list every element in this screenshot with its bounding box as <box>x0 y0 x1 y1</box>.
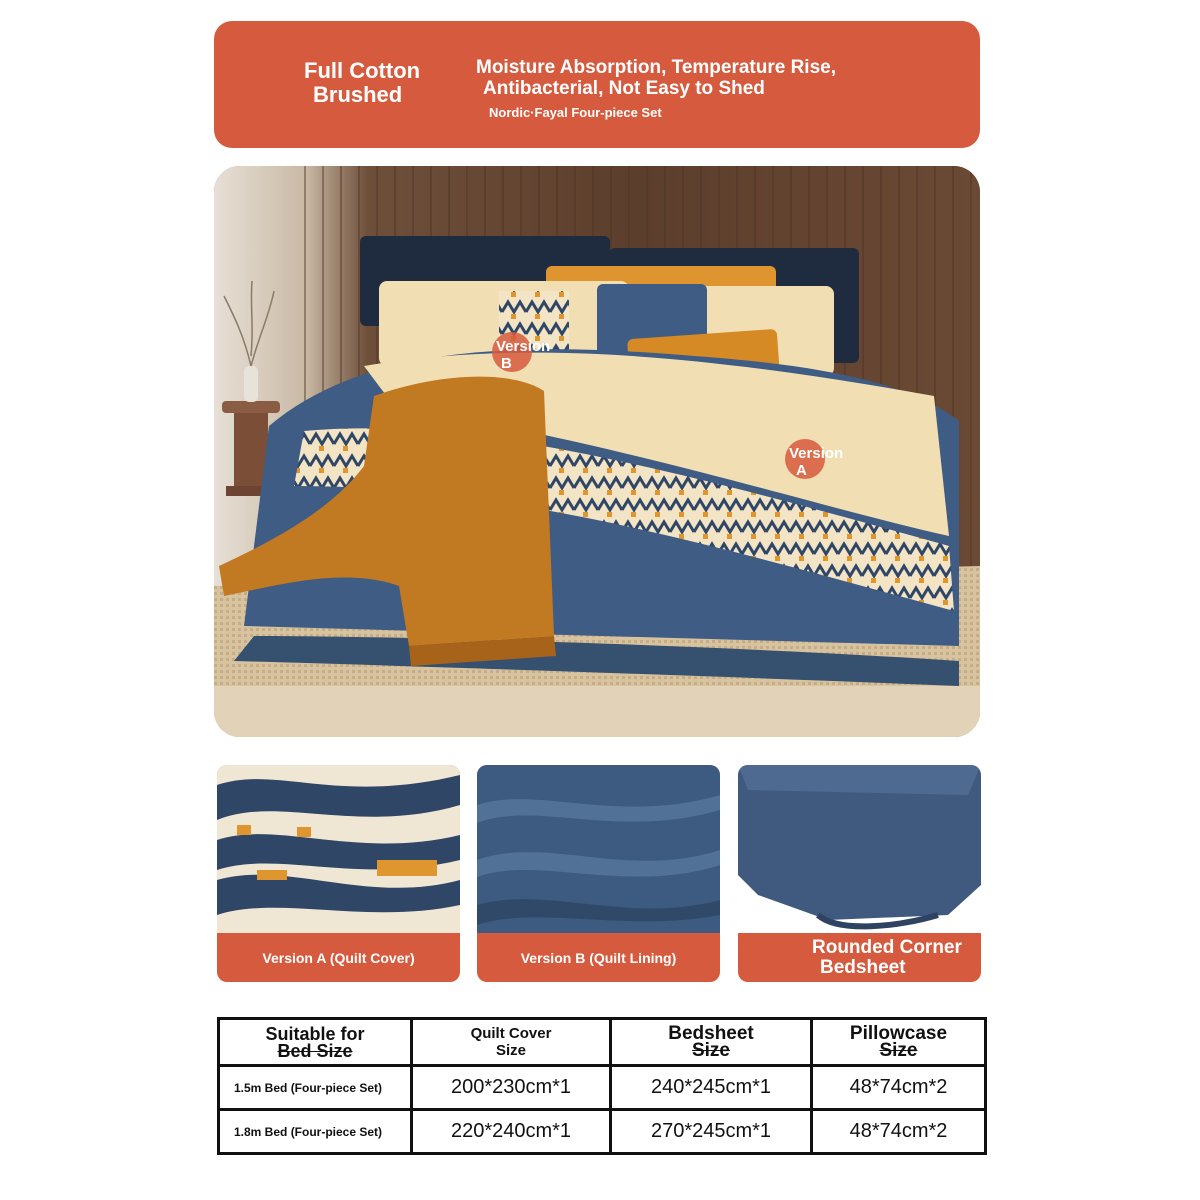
tag-a-line1: Version <box>789 445 844 462</box>
card-bedsheet-label-line2: Bedsheet <box>820 956 906 978</box>
header-bedsheet-size <box>611 1019 812 1066</box>
row1-quilt: 200*230cm*1 <box>412 1066 611 1110</box>
banner-title-line1: Full Cotton <box>304 58 421 83</box>
bedsheet-closeup <box>738 765 981 933</box>
header-pillowcase-size <box>812 1019 986 1066</box>
header-bed-size-line2: Bed Size <box>277 1041 353 1061</box>
header-pillowcase-size-line1: Pillowcase <box>849 1023 948 1044</box>
banner-features-line2: Antibacterial, Not Easy to Shed <box>483 78 765 99</box>
hero-bed-image <box>214 166 980 737</box>
row1-sheet: 240*245cm*1 <box>611 1066 812 1110</box>
bedroom-illustration <box>214 166 980 737</box>
quilt-lining-closeup <box>477 765 720 933</box>
tag-a-line2: A <box>796 462 807 479</box>
header-bed-size <box>219 1019 412 1066</box>
card-version-a <box>217 765 460 982</box>
header-bedsheet-size-line1: Bedsheet <box>668 1023 754 1044</box>
card-version-a-label: Version A (Quilt Cover) <box>262 949 415 966</box>
card-bedsheet-label-line1: Rounded Corner <box>812 936 962 958</box>
banner-subtitle: Nordic·Fayal Four-piece Set <box>489 105 662 120</box>
header-banner <box>214 21 980 148</box>
card-version-b <box>477 765 720 982</box>
row2-pillow: 48*74cm*2 <box>812 1110 986 1154</box>
card-bedsheet <box>738 765 981 982</box>
table-row <box>219 1110 986 1154</box>
row1-pillow: 48*74cm*2 <box>812 1066 986 1110</box>
banner-title-line2: Brushed <box>313 82 403 107</box>
tag-version-b <box>496 338 550 372</box>
header-bedsheet-size-line2: Size <box>691 1040 731 1061</box>
tag-version-a <box>789 445 843 479</box>
banner-features-line1: Moisture Absorption, Temperature Rise, <box>476 57 836 78</box>
card-version-b-label: Version B (Quilt Lining) <box>520 949 677 966</box>
banner-title <box>304 59 420 107</box>
banner-features <box>476 57 836 99</box>
header-bed-size-line1: Suitable for <box>265 1024 365 1044</box>
row1-bed: 1.5m Bed (Four-piece Set) <box>219 1066 412 1110</box>
card-bedsheet-label <box>738 933 981 982</box>
header-quilt-size <box>412 1019 611 1066</box>
table-header-row <box>219 1019 986 1066</box>
header-quilt-size-line1: Quilt Cover <box>470 1025 552 1042</box>
header-pillowcase-size-line2: Size <box>879 1040 918 1061</box>
tag-b-line1: Version <box>496 338 551 355</box>
row2-sheet: 270*245cm*1 <box>611 1110 812 1154</box>
row2-quilt: 220*240cm*1 <box>412 1110 611 1154</box>
header-quilt-size-line2: Size <box>495 1042 526 1059</box>
size-table <box>217 1017 987 1155</box>
row2-bed: 1.8m Bed (Four-piece Set) <box>219 1110 412 1154</box>
table-row <box>219 1066 986 1110</box>
quilt-cover-closeup <box>217 765 460 933</box>
tag-b-line2: B <box>501 355 512 372</box>
